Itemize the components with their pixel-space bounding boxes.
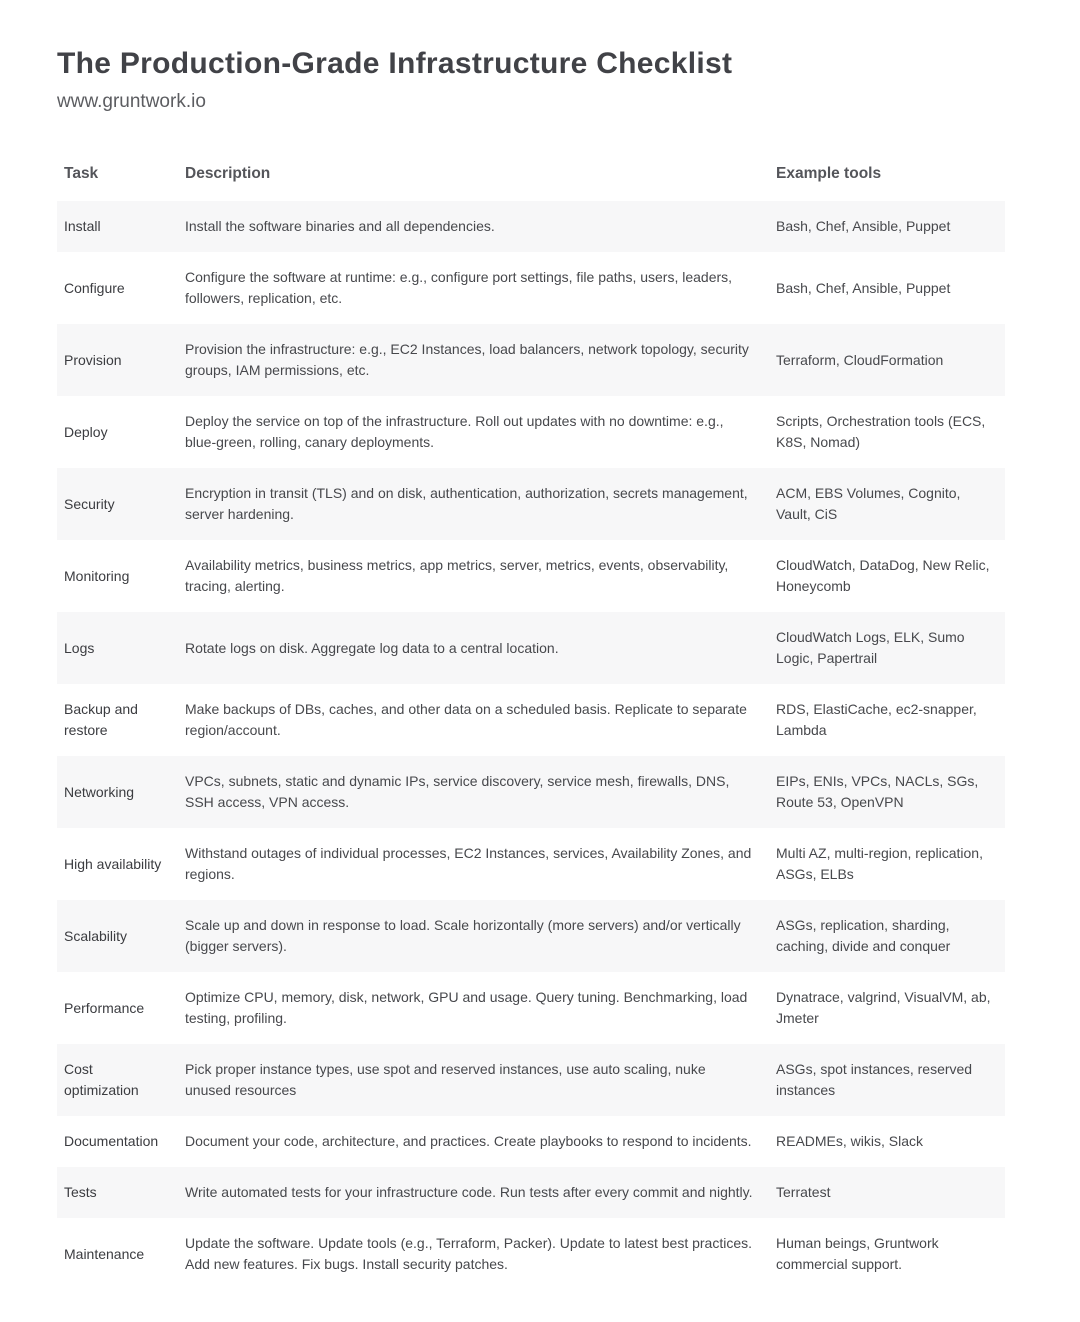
description-cell: Configure the software at runtime: e.g., configure port settings, file paths, users, leaders, followers, replication, etc. [185,269,733,306]
page-title: The Production-Grade Infrastructure Checklist [57,47,733,80]
task-cell: Networking [64,783,135,800]
table-row [57,1044,1005,1116]
description-cell: Document your code, architecture, and practices. Create playbooks to respond to incidents. [185,1133,752,1149]
table-row [57,540,1005,612]
description-cell: Encryption in transit (TLS) and on disk, authentication, authorization, secrets management, server hardening. [185,485,748,522]
table-body [57,201,1005,1290]
task-cell: Provision [64,351,122,368]
task-cell: Maintenance [64,1245,145,1262]
table-row [57,468,1005,540]
example-tools-cell: ASGs, replication, sharding, caching, divide and conquer [776,917,951,954]
table-row [57,1116,1005,1167]
column-header-task: Task [64,165,99,182]
example-tools-cell: CloudWatch, DataDog, New Relic, Honeycomb [776,557,990,594]
checklist-table [57,165,1005,1290]
table-row [57,828,1005,900]
example-tools-cell: Dynatrace, valgrind, VisualVM, ab, Jmeter [776,989,991,1026]
example-tools-cell: Human beings, Gruntwork commercial support. [776,1235,939,1272]
example-tools-cell: Scripts, Orchestration tools (ECS, K8S, Nomad) [776,413,986,450]
description-cell: Scale up and down in response to load. Scale horizontally (more servers) and/or vertically (bigger servers). [185,917,741,954]
table-row [57,201,1005,252]
description-cell: Withstand outages of individual processes, EC2 Instances, services, Availability Zones, and regions. [185,845,752,882]
description-cell: Optimize CPU, memory, disk, network, GPU and usage. Query tuning. Benchmarking, load testing, profiling. [185,989,748,1026]
table-row [57,1218,1005,1290]
task-cell: Documentation [64,1133,159,1149]
example-tools-cell: Terratest [776,1184,831,1200]
task-cell: Security [64,495,115,512]
column-header-example-tools: Example tools [776,165,882,182]
table-row [57,324,1005,396]
example-tools-cell: Multi AZ, multi-region, replication, ASGs, ELBs [776,845,983,882]
description-cell: Install the software binaries and all dependencies. [185,218,495,234]
table-row [57,396,1005,468]
example-tools-cell: CloudWatch Logs, ELK, Sumo Logic, Papertrail [776,629,965,666]
description-cell: Availability metrics, business metrics, app metrics, server, metrics, events, observability, tracing, alerting. [185,557,729,594]
task-cell: Configure [64,279,125,296]
page-header [0,0,1080,113]
table-row [57,972,1005,1044]
table-row [57,1167,1005,1218]
table-row [57,684,1005,756]
table-row [57,252,1005,324]
table-row [57,756,1005,828]
description-cell: Deploy the service on top of the infrastructure. Roll out updates with no downtime: e.g., blue-green, rolling, canary deployments. [185,413,724,450]
description-cell: Update the software. Update tools (e.g., Terraform, Packer). Update to latest best practices. Add new features. Fix bugs. Install security patches. [185,1235,753,1272]
example-tools-cell: RDS, ElastiCache, ec2-snapper, Lambda [776,701,977,738]
example-tools-cell: Terraform, CloudFormation [776,351,944,368]
table-row [57,612,1005,684]
description-cell: Pick proper instance types, use spot and reserved instances, use auto scaling, nuke unused resources [185,1061,706,1098]
column-header-description: Description [185,165,271,182]
task-cell: Performance [64,999,145,1016]
site-url: www.gruntwork.io [57,91,206,112]
example-tools-cell: ACM, EBS Volumes, Cognito, Vault, CiS [776,485,961,522]
task-cell: Deploy [64,423,108,440]
task-cell: Backup and restore [64,701,138,738]
task-cell: Scalability [64,927,128,944]
task-cell: Monitoring [64,567,130,584]
description-cell: Provision the infrastructure: e.g., EC2 Instances, load balancers, network topology, security groups, IAM permissions, etc. [185,341,749,378]
table-row [57,900,1005,972]
task-cell: High availability [64,855,162,872]
description-cell: Write automated tests for your infrastructure code. Run tests after every commit and nightly. [185,1184,753,1200]
example-tools-cell: Bash, Chef, Ansible, Puppet [776,218,951,234]
table-header-row [57,165,1005,201]
task-cell: Install [64,218,101,234]
task-cell: Logs [64,639,95,656]
example-tools-cell: Bash, Chef, Ansible, Puppet [776,279,951,296]
description-cell: VPCs, subnets, static and dynamic IPs, service discovery, service mesh, firewalls, DNS, SSH access, VPN access. [185,773,730,810]
description-cell: Rotate logs on disk. Aggregate log data to a central location. [185,639,559,656]
example-tools-cell: READMEs, wikis, Slack [776,1133,924,1149]
task-cell: Tests [64,1184,97,1200]
task-cell: Cost optimization [64,1061,139,1098]
example-tools-cell: ASGs, spot instances, reserved instances [776,1061,973,1098]
description-cell: Make backups of DBs, caches, and other data on a scheduled basis. Replicate to separate region/account. [185,701,747,738]
example-tools-cell: EIPs, ENIs, VPCs, NACLs, SGs, Route 53, OpenVPN [776,773,979,810]
